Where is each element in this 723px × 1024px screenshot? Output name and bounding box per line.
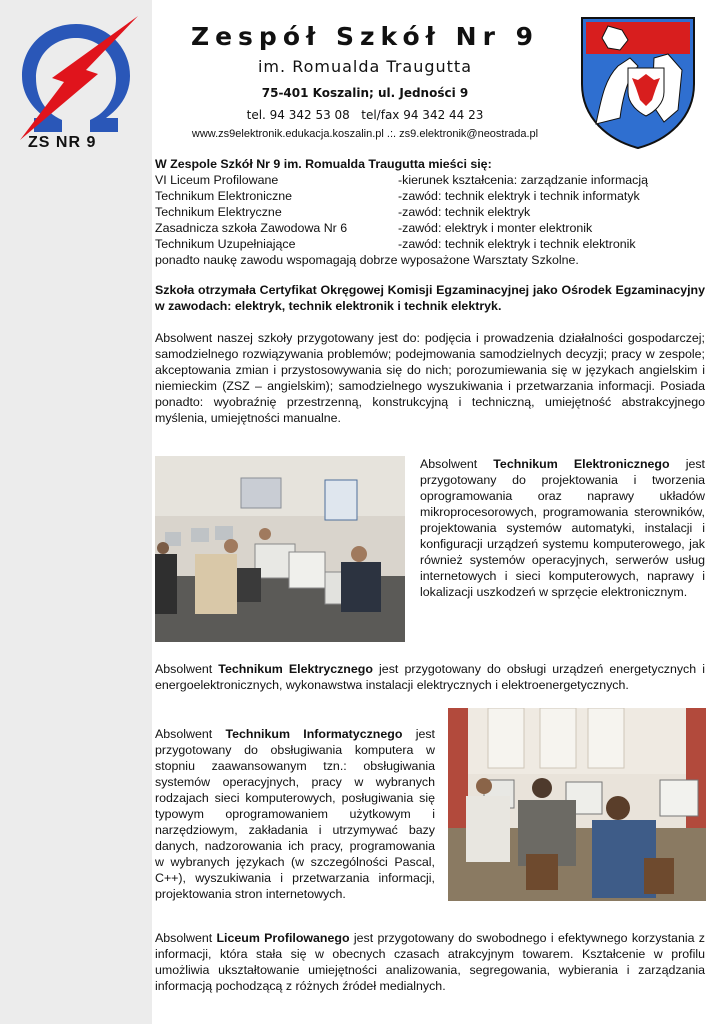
- school-info-cell: -kierunek kształcenia: zarządzanie informacją: [398, 173, 648, 187]
- electrical-prefix: Absolwent: [155, 662, 213, 676]
- intro-section: [155, 156, 705, 268]
- school-address: 75-401 Koszalin; ul. Jedności 9: [261, 86, 469, 100]
- electrical-school-name: Technikum Elektrycznego: [218, 662, 373, 676]
- school-logo: [10, 14, 145, 154]
- electronic-school-paragraph: [420, 456, 705, 600]
- school-phone: tel. 94 342 53 08 tel/fax 94 342 44 23: [246, 108, 484, 122]
- logo-text: ZS NR 9: [28, 134, 97, 151]
- school-info-cell: -zawód: technik elektryk i technik elektronik: [398, 237, 636, 251]
- city-crest: [578, 14, 698, 152]
- intro-heading: W Zespole Szkół Nr 9 im. Romualda Traugutta mieści się:: [155, 157, 492, 171]
- students-photo: [448, 708, 706, 901]
- lyceum-school-name: Liceum Profilowanego: [216, 931, 350, 945]
- school-name-cell: VI Liceum Profilowane: [155, 173, 279, 187]
- school-row: [155, 236, 705, 252]
- lyceum-text: jest przygotowany do swobodnego i efektywnego korzystania z informacji, która stała się w obecnych czasach atrakcyjnym towarem. Kształcenie w profilu umożliwia ukształtowanie umiejętności analizowania, segregowania, wybierania i zarządzania informacją pochodzącą z różnych źródeł medialnych.: [155, 931, 705, 993]
- contact-line: [155, 126, 575, 142]
- school-name-cell: Technikum Elektroniczne: [155, 189, 293, 203]
- school-info-cell: -zawód: elektryk i monter elektronik: [398, 221, 593, 235]
- school-row: [155, 188, 705, 204]
- school-patron: im. Romualda Traugutta: [257, 57, 472, 76]
- page-header: [155, 20, 575, 142]
- email-link[interactable]: zs9.elektronik@neostrada.pl: [399, 128, 539, 140]
- certificate-paragraph: Szkoła otrzymała Certyfikat Okręgowej Komisji Egzaminacyjnej jako Ośrodek Egzaminacyjny w zawodach: elektryk, technik elektronik i technik elektryk.: [155, 283, 705, 313]
- electrical-school-paragraph: [155, 661, 705, 693]
- it-text: jest przygotowany do obsługiwania komputera w stopniu zaawansowanym tzn.: obsługiwania systemów operacyjnych, pracy w wybranych rodzajach sieci komputerowych, posługiwania się typowym oprogramowaniem użytkowym i narzędziowym, zakładania i utrzymywać bazy danych, nadzorowania ich pracy, programowania w wybranych językach (w szczególności Pascal, C++), wyszukiwania i przetwarzania informacji, projektowania stron internetowych.: [155, 727, 435, 901]
- electrical-text: jest przygotowany do obsługi urządzeń energetycznych i energoelektronicznych, wykonawstwa instalacji elektrycznych i elektroenergetycznych.: [155, 662, 705, 692]
- electronic-prefix: Absolwent: [420, 457, 478, 471]
- intro-footer: ponadto naukę zawodu wspomagają dobrze wyposażone Warsztaty Szkolne.: [155, 253, 579, 267]
- school-row: [155, 204, 705, 220]
- lyceum-prefix: Absolwent: [155, 931, 213, 945]
- it-school-name: Technikum Informatycznego: [225, 727, 403, 741]
- lyceum-paragraph: [155, 930, 705, 994]
- school-name-cell: Technikum Uzupełniające: [155, 237, 296, 251]
- school-row: [155, 220, 705, 236]
- computer-lab-photo: [155, 456, 405, 642]
- school-name-cell: Technikum Elektryczne: [155, 205, 282, 219]
- school-name: Zespół Szkół Nr 9: [190, 22, 540, 51]
- contact-separator: .:.: [386, 128, 397, 140]
- electronic-text: jest przygotowany do projektowania i tworzenia oprogramowania oraz naprawy układów mikroprocesorowych, programowania sterowników, projektowania systemów automatyki, instalacji i konfiguracji urządzeń systemu komputerowego, jak również systemów operacyjnych, serwerów usług internetowych i sieci komputerowych, naprawy i lokalizacji uszkodzeń w sprzęcie elektronicznym.: [420, 457, 705, 599]
- school-info-cell: -zawód: technik elektryk: [398, 205, 531, 219]
- school-row: [155, 172, 705, 188]
- graduate-general-paragraph: Absolwent naszej szkoły przygotowany jest do: podjęcia i prowadzenia działalności gospodarczej; samodzielnego rozwiązywania problemów; podejmowania samodzielnych decyzji; pracy w zespole; akceptowania zmian i przystosowywania się do nich; porozumiewania się w językach angielskim i niemieckim (ZSZ – angielskim); samodzielnego wyszukiwania i przetwarzania informacji. Posiada ponadto: wyobraźnię przestrzenną, konstrukcyjną i techniczną, umiejętność abstrakcyjnego myślenia, umiejętności manualne.: [155, 331, 705, 425]
- it-prefix: Absolwent: [155, 727, 213, 741]
- it-school-paragraph: [155, 726, 435, 902]
- school-name-cell: Zasadnicza szkoła Zawodowa Nr 6: [155, 221, 348, 235]
- website-link[interactable]: www.zs9elektronik.edukacja.koszalin.pl: [191, 128, 384, 140]
- school-info-cell: -zawód: technik elektryk i technik informatyk: [398, 189, 640, 203]
- electronic-school-name: Technikum Elektronicznego: [493, 457, 670, 471]
